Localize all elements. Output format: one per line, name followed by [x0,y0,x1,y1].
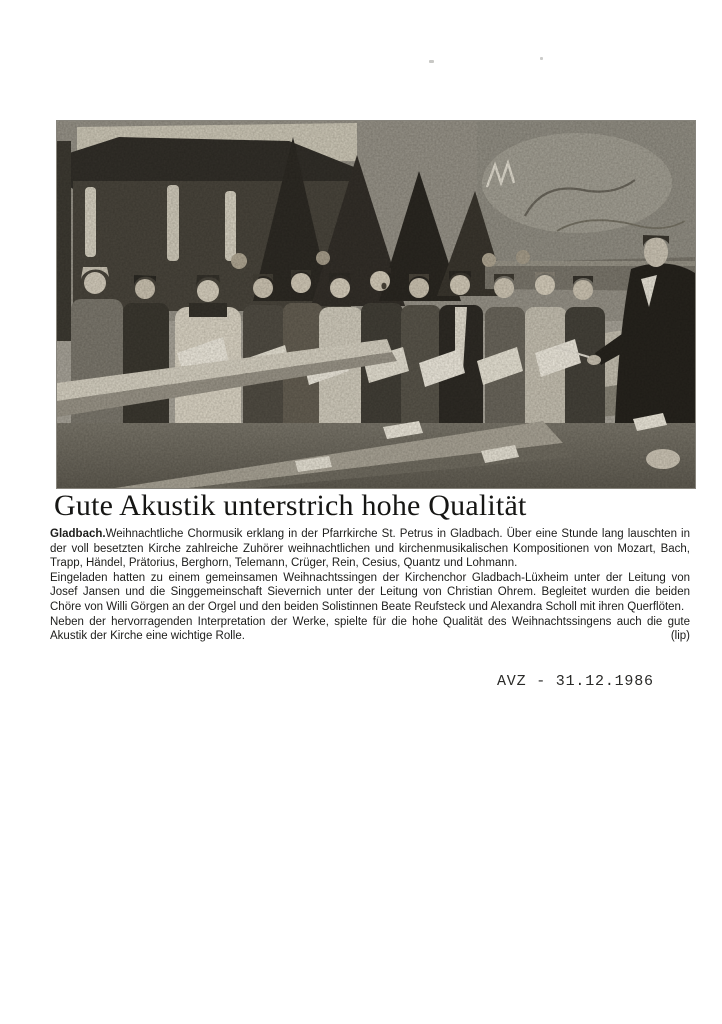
article-paragraph [50,615,690,644]
scan-speck [540,57,543,60]
article-headline: Gute Akustik unterstrich hohe Qualität [54,489,527,522]
article-body [50,527,690,644]
article-paragraph: Eingeladen hatten zu einem gemeinsamen Weihnachtssingen der Kirchenchor Gladbach-Lüxheim unter der Leitung von Josef Jansen und die Singgemeinschaft Sievernich unter der Leitung von Christian Ohrem. Begleitet wurden die beiden Chöre von Willi Görgen an der Orgel und den beiden Solistinnen Beate Reufsteck und Alexandra Scholl mit ihren Querflöten. [50,571,690,613]
choir-photo-illustration [57,121,695,488]
paragraph-text: Weihnachtliche Chormusik erklang in der Pfarrkirche St. Petrus in Gladbach. Über eine Stunde lang lauschten in der voll besetzten Kirche zahlreiche Zuhörer weihnachtlichen und kirchenmusikalischen Kompositionen von Mozart, Bach, Trapp, Händel, Prätorius, Berghorn, Telemann, Crüger, Rein, Cesius, Quantz und Lohmann. [50,528,690,570]
scan-speck [429,60,434,63]
article-photo [57,121,695,488]
author-abbreviation: (lip) [670,630,690,643]
article-paragraph [50,527,690,571]
date-stamp: AVZ - 31.12.1986 [497,673,654,690]
dateline: Gladbach. [50,528,106,540]
paragraph-text: Neben der hervorragenden Interpretation der Werke, spielte für die hohe Qualität des Weihnachtssingens auch die gute Akustik der Kirche eine wichtige Rolle. [50,615,690,643]
